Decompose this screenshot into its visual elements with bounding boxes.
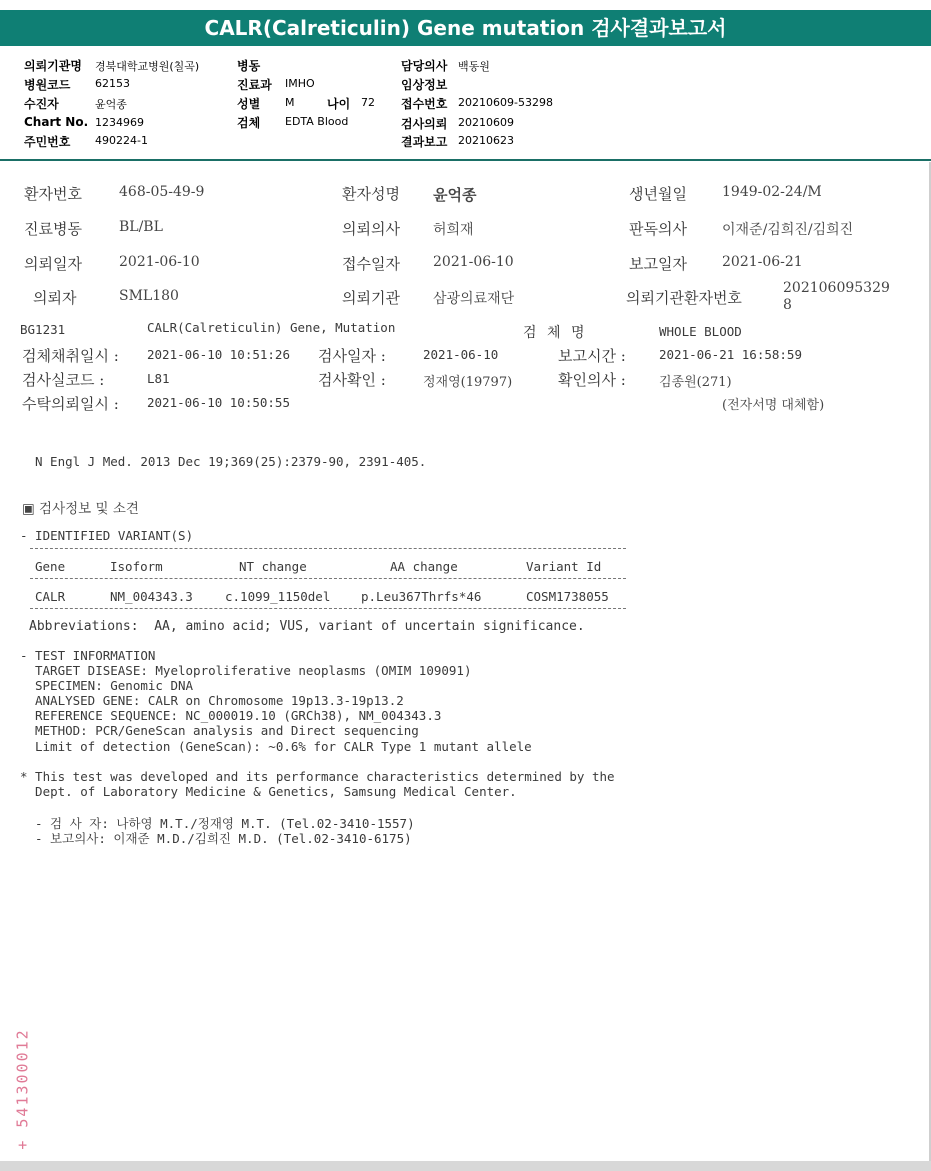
specimen-label: 검체 — [237, 116, 261, 130]
report-header — [0, 46, 931, 161]
table-bottom-rule — [30, 608, 626, 609]
patient-value: 윤억종 — [95, 98, 127, 111]
exam-date-label: 검사일자 : — [318, 347, 386, 365]
consignment-time-value: 2021-06-10 10:50:55 — [147, 395, 290, 410]
requesting-doctor-label: 의뢰의사 — [342, 220, 400, 238]
requesting-institution-value: 삼광의료재단 — [433, 291, 515, 307]
col-gene-header: Gene — [35, 559, 66, 574]
requester-label: 의뢰자 — [33, 289, 77, 307]
chart-no-label: Chart No. — [24, 115, 89, 129]
requesting-doctor-value: 허희재 — [433, 222, 474, 238]
exam-confirm-value: 정재영(19797) — [423, 375, 513, 390]
receipt-date-value: 2021-06-10 — [433, 254, 514, 270]
report-date-value: 20210623 — [458, 134, 514, 147]
age-label: 나이 — [327, 97, 351, 111]
test-info-title: - TEST INFORMATION — [20, 648, 156, 663]
test-info-line: METHOD: PCR/GeneScan analysis and Direct sequencing — [35, 723, 419, 738]
specimen-name-label: 검 체 명 — [523, 325, 588, 341]
doctor-label: 담당의사 — [401, 59, 448, 73]
request-date-label-sheet: 의뢰일자 — [24, 255, 82, 273]
test-info-line: ANALYSED GENE: CALR on Chromosome 19p13.3-19p13.2 — [35, 693, 404, 708]
report-date-label: 결과보고 — [401, 135, 448, 149]
test-info-line: SPECIMEN: Genomic DNA — [35, 678, 194, 693]
collection-time-value: 2021-06-10 10:51:26 — [147, 347, 290, 362]
age-value: 72 — [361, 96, 375, 109]
resident-id-label: 주민번호 — [24, 135, 71, 149]
institution-patient-number-label: 의뢰기관환자번호 — [626, 289, 742, 307]
col-aa-change-header: AA change — [390, 559, 458, 574]
sex-label: 성별 — [237, 97, 261, 111]
ward-label: 병동 — [237, 59, 261, 73]
test-info-line: TARGET DISEASE: Myeloproliferative neoplasms (OMIM 109091) — [35, 663, 472, 678]
scanned-report-sheet — [0, 162, 929, 1162]
receipt-no-label: 접수번호 — [401, 97, 448, 111]
birth-date-value: 1949-02-24/M — [722, 184, 822, 200]
hospital-value: 경북대학교병원(칠곡) — [95, 60, 200, 73]
examiner-line: - 검 사 자: 나하영 M.T./정재영 M.T. (Tel.02-3410-1557) — [35, 816, 415, 831]
test-name: CALR(Calreticulin) Gene, Mutation — [147, 320, 396, 335]
report-date-value-sheet: 2021-06-21 — [722, 254, 803, 270]
cell-variant-id: COSM1738055 — [526, 589, 609, 604]
lab-code-label: 검사실코드 : — [22, 371, 105, 389]
confirm-doctor-label: 확인의사 : — [558, 371, 626, 389]
requesting-institution-label: 의뢰기관 — [342, 289, 400, 307]
side-stamp-number: + 541300012 — [13, 1028, 32, 1150]
request-date-value: 20210609 — [458, 116, 514, 129]
cell-isoform: NM_004343.3 — [110, 589, 193, 604]
test-info-line: Limit of detection (GeneScan): ~0.6% for CALR Type 1 mutant allele — [35, 739, 532, 754]
sex-value: M — [285, 96, 295, 109]
report-title: CALR(Calreticulin) Gene mutation 검사결과보고서 — [0, 10, 931, 46]
exam-date-value: 2021-06-10 — [423, 347, 499, 362]
collection-time-label: 검체채취일시 : — [22, 347, 119, 365]
institution-patient-number-value-cont: 8 — [783, 297, 792, 313]
report-date-label-sheet: 보고일자 — [629, 255, 687, 273]
electronic-signature-note: (전자서명 대체함) — [722, 398, 825, 413]
patient-name-value: 윤억종 — [433, 186, 477, 204]
cell-gene: CALR — [35, 589, 66, 604]
col-nt-change-header: NT change — [239, 559, 307, 574]
col-variant-id-header: Variant Id — [526, 559, 602, 574]
ward-value-sheet: BL/BL — [119, 219, 163, 235]
institution-patient-number-value: 202106095329 — [783, 280, 890, 296]
specimen-value: EDTA Blood — [285, 115, 349, 128]
hospital-code-value: 62153 — [95, 77, 130, 90]
reading-doctor-value: 이재준/김희진/김희진 — [722, 222, 854, 238]
bottom-edge — [0, 1161, 931, 1171]
patient-number-label: 환자번호 — [24, 185, 82, 203]
table-top-rule — [30, 548, 626, 549]
department-value: IMHO — [285, 77, 315, 90]
patient-label: 수진자 — [24, 97, 59, 111]
clinical-info-label: 임상정보 — [401, 78, 448, 92]
col-isoform-header: Isoform — [110, 559, 163, 574]
disclaimer-line: Dept. of Laboratory Medicine & Genetics, Samsung Medical Center. — [20, 784, 517, 799]
ward-label-sheet: 진료병동 — [24, 220, 82, 238]
receipt-date-label: 접수일자 — [342, 255, 400, 273]
resident-id-value: 490224-1 — [95, 134, 148, 147]
specimen-name-value: WHOLE BLOOD — [659, 324, 742, 339]
section-title: ▣ 검사정보 및 소견 — [22, 501, 139, 517]
confirm-doctor-value: 김종원(271) — [659, 375, 732, 390]
hospital-code-label: 병원코드 — [24, 78, 71, 92]
cell-nt-change: c.1099_1150del — [225, 589, 331, 604]
hospital-label: 의뢰기관명 — [24, 59, 82, 73]
test-info-line: REFERENCE SEQUENCE: NC_000019.10 (GRCh38), NM_004343.3 — [35, 708, 442, 723]
consignment-time-label: 수탁의뢰일시 : — [22, 395, 119, 413]
lab-code-value: L81 — [147, 371, 170, 386]
chart-no-value: 1234969 — [95, 116, 144, 129]
report-time-label: 보고시간 : — [558, 347, 626, 365]
receipt-no-value: 20210609-53298 — [458, 96, 553, 109]
report-time-value: 2021-06-21 16:58:59 — [659, 347, 802, 362]
abbreviations-note: Abbreviations: AA, amino acid; VUS, variant of uncertain significance. — [29, 619, 585, 634]
request-date-value-sheet: 2021-06-10 — [119, 254, 200, 270]
patient-name-label: 환자성명 — [342, 185, 400, 203]
reference-citation: N Engl J Med. 2013 Dec 19;369(25):2379-90, 2391-405. — [35, 454, 427, 469]
table-header-rule — [30, 578, 626, 579]
disclaimer-line: * This test was developed and its performance characteristics determined by the — [20, 769, 615, 784]
requester-value: SML180 — [119, 288, 179, 304]
reading-doctor-label: 판독의사 — [629, 220, 687, 238]
cell-aa-change: p.Leu367Thrfs*46 — [361, 589, 482, 604]
test-code: BG1231 — [20, 322, 66, 337]
department-label: 진료과 — [237, 78, 272, 92]
request-date-label: 검사의뢰 — [401, 117, 448, 131]
patient-number-value: 468-05-49-9 — [119, 184, 205, 200]
doctor-value: 백동원 — [458, 60, 490, 73]
reporting-doctor-line: - 보고의사: 이재준 M.D./김희진 M.D. (Tel.02-3410-6175) — [35, 831, 412, 846]
exam-confirm-label: 검사확인 : — [318, 371, 386, 389]
variants-title: - IDENTIFIED VARIANT(S) — [20, 528, 194, 543]
birth-date-label: 생년월일 — [629, 185, 687, 203]
